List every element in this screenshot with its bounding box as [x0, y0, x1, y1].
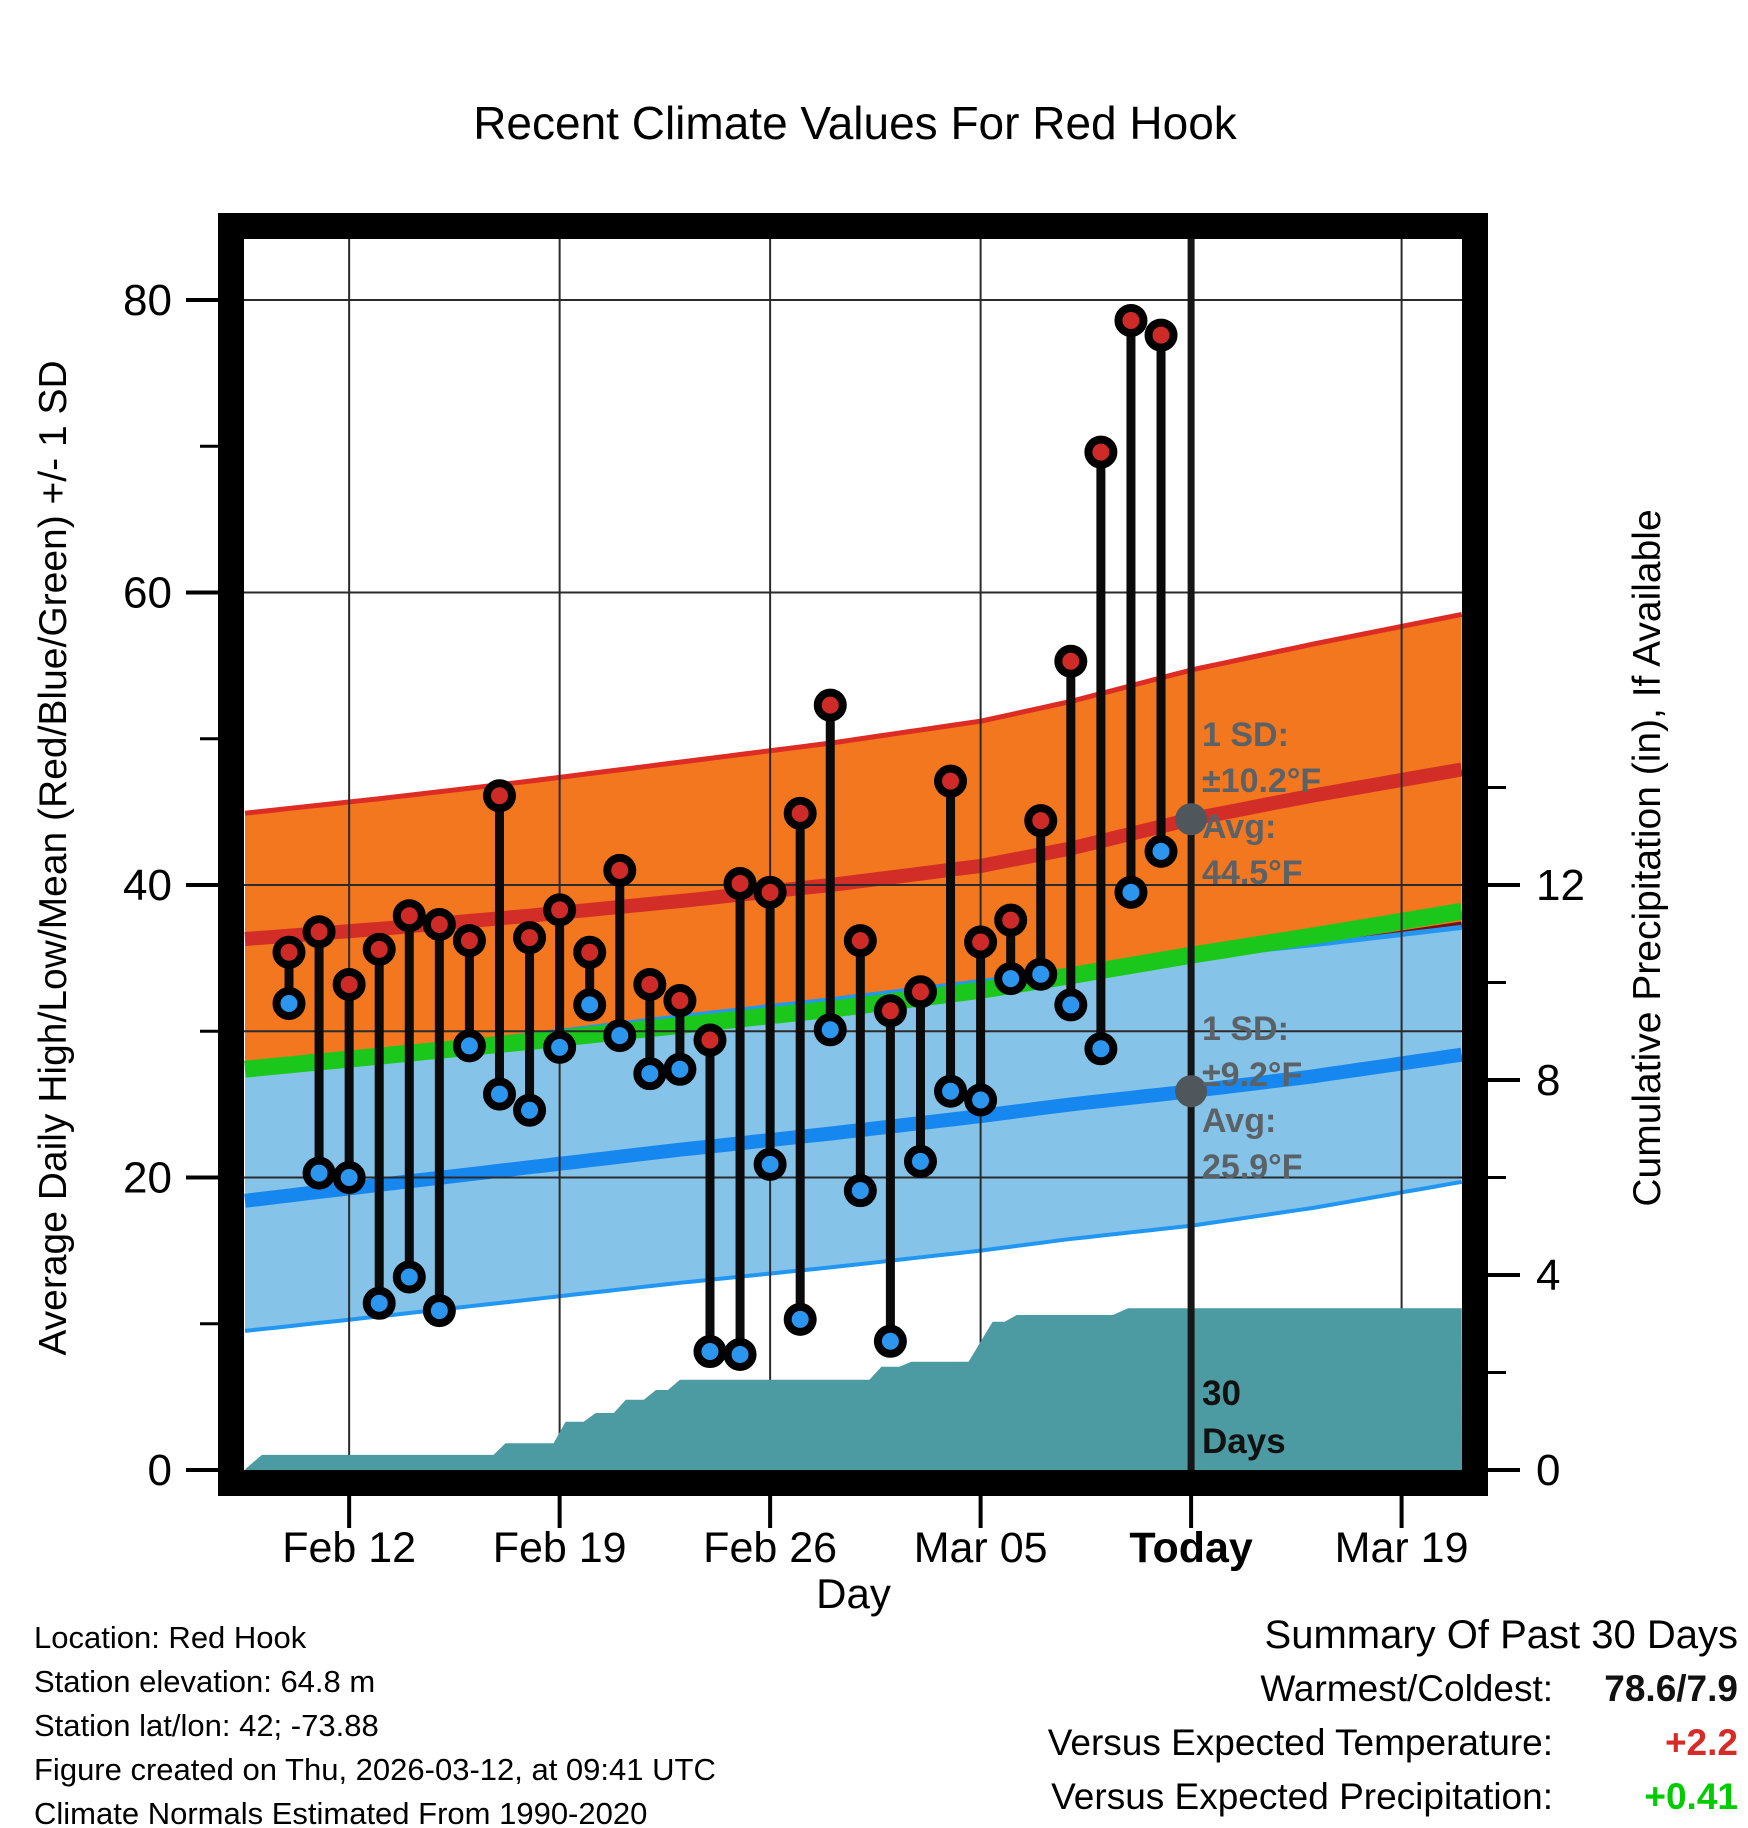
daily-low-dot	[457, 1033, 482, 1058]
summary-label: Warmest/Coldest:	[1260, 1668, 1553, 1709]
daily-low-dot	[397, 1264, 422, 1289]
x-tick-label-feb-19: Feb 19	[492, 1524, 627, 1572]
daily-high-dot	[457, 928, 482, 953]
daily-low-dot	[367, 1291, 392, 1316]
x-tick-label-mar-05: Mar 05	[913, 1524, 1048, 1572]
daily-low-dot	[517, 1098, 542, 1123]
high-sd-label: 1 SD:	[1202, 716, 1289, 754]
daily-high-dot	[788, 801, 813, 826]
daily-low-dot	[728, 1342, 753, 1367]
vs-expected-temperature-value: +2.2	[1664, 1722, 1738, 1763]
daily-high-dot	[697, 1028, 722, 1053]
daily-low-dot	[487, 1082, 512, 1107]
daily-high-dot	[1118, 308, 1143, 333]
daily-high-dot	[517, 925, 542, 950]
chart-title: Recent Climate Values For Red Hook	[473, 97, 1237, 149]
daily-high-dot	[337, 972, 362, 997]
daily-low-dot	[788, 1307, 813, 1332]
daily-high-dot	[277, 940, 302, 965]
daily-high-dot	[607, 858, 632, 883]
period-unit: Days	[1202, 1422, 1286, 1461]
station-latlon: Station lat/lon: 42; -73.88	[34, 1708, 379, 1743]
daily-high-dot	[998, 908, 1023, 933]
daily-low-dot	[427, 1298, 452, 1323]
period-annotation	[1202, 1370, 1286, 1466]
daily-high-dot	[938, 769, 963, 794]
right-tick-label-8: 8	[1536, 1056, 1561, 1105]
summary-row-vs-precipitation	[978, 1770, 1738, 1824]
daily-high-dot	[818, 693, 843, 718]
summary-label: Versus Expected Temperature:	[1047, 1722, 1553, 1763]
daily-low-dot	[697, 1339, 722, 1364]
x-tick-label-today: Today	[1129, 1524, 1253, 1572]
daily-high-dot	[1028, 808, 1053, 833]
daily-high-dot	[367, 937, 392, 962]
figure-created: Figure created on Thu, 2026-03-12, at 09:41 UTC	[34, 1752, 716, 1787]
summary-label: Versus Expected Precipitation:	[1051, 1776, 1553, 1817]
low-avg-label: Avg:	[1202, 1102, 1277, 1140]
daily-low-dot	[878, 1329, 903, 1354]
left-tick-label-80: 80	[123, 276, 172, 325]
x-tick-label-feb-26: Feb 26	[703, 1524, 838, 1572]
left-tick-label-20: 20	[123, 1153, 172, 1203]
daily-high-dot	[728, 871, 753, 896]
x-axis-label: Day	[816, 1570, 891, 1617]
left-tick-label-0: 0	[147, 1446, 172, 1495]
daily-low-dot	[1088, 1036, 1113, 1061]
high-band-annotation	[1202, 712, 1321, 896]
daily-high-dot	[547, 897, 572, 922]
high-avg-label: Avg:	[1202, 808, 1277, 846]
daily-high-dot	[307, 919, 332, 944]
daily-low-dot	[1028, 962, 1053, 987]
daily-high-dot	[637, 972, 662, 997]
daily-low-dot	[908, 1149, 933, 1174]
daily-low-dot	[667, 1057, 692, 1082]
low-avg-value: 25.9°F	[1202, 1148, 1303, 1186]
station-info-block	[34, 1616, 716, 1828]
summary-title: Summary Of Past 30 Days	[1264, 1613, 1738, 1657]
daily-high-dot	[487, 783, 512, 808]
daily-low-dot	[547, 1035, 572, 1060]
right-axis-label: Cumulative Precipitation (in), If Available	[1626, 509, 1669, 1207]
climate-normals-note: Climate Normals Estimated From 1990-2020	[34, 1796, 648, 1828]
period-value: 30	[1202, 1374, 1241, 1413]
summary-row-vs-temperature	[978, 1716, 1738, 1770]
daily-low-dot	[1118, 880, 1143, 905]
daily-low-dot	[1058, 992, 1083, 1017]
daily-high-dot	[667, 988, 692, 1013]
vs-expected-precipitation-value: +0.41	[1644, 1776, 1738, 1817]
station-location: Location: Red Hook	[34, 1620, 307, 1655]
left-axis-label: Average Daily High/Low/Mean (Red/Blue/Green) +/- 1 SD	[32, 360, 75, 1356]
daily-low-dot	[758, 1152, 783, 1177]
daily-low-dot	[818, 1017, 843, 1042]
low-sd-value: ±9.2°F	[1202, 1056, 1303, 1094]
daily-high-dot	[758, 880, 783, 905]
daily-low-dot	[607, 1023, 632, 1048]
daily-high-dot	[1058, 649, 1083, 674]
low-band-annotation	[1202, 1006, 1303, 1190]
right-tick-label-12: 12	[1536, 861, 1585, 910]
left-tick-label-60: 60	[123, 568, 172, 618]
daily-low-dot	[998, 966, 1023, 991]
daily-high-dot	[908, 979, 933, 1004]
low-sd-label: 1 SD:	[1202, 1010, 1289, 1048]
daily-low-dot	[968, 1087, 993, 1112]
high-avg-value: 44.5°F	[1202, 854, 1303, 892]
left-tick-label-40: 40	[123, 861, 172, 910]
daily-high-dot	[1088, 440, 1113, 465]
daily-low-dot	[577, 992, 602, 1017]
daily-high-dot	[427, 912, 452, 937]
right-tick-label-0: 0	[1536, 1446, 1561, 1495]
daily-low-dot	[307, 1161, 332, 1186]
daily-high-dot	[577, 940, 602, 965]
daily-low-dot	[938, 1079, 963, 1104]
daily-high-dot	[848, 928, 873, 953]
high-sd-value: ±10.2°F	[1202, 762, 1322, 800]
daily-low-dot	[637, 1061, 662, 1086]
daily-high-dot	[1149, 323, 1174, 348]
summary-row-warmest-coldest	[978, 1662, 1738, 1716]
daily-high-dot	[968, 930, 993, 955]
summary-block	[978, 1608, 1738, 1824]
right-tick-label-4: 4	[1536, 1251, 1561, 1300]
daily-low-dot	[277, 991, 302, 1016]
daily-high-dot	[397, 903, 422, 928]
x-tick-label-feb-12: Feb 12	[282, 1524, 417, 1572]
daily-low-dot	[337, 1165, 362, 1190]
station-elevation: Station elevation: 64.8 m	[34, 1664, 376, 1699]
warmest-coldest-value: 78.6/7.9	[1604, 1668, 1738, 1709]
daily-high-dot	[878, 998, 903, 1023]
daily-low-dot	[848, 1178, 873, 1203]
x-tick-label-mar-19: Mar 19	[1334, 1524, 1469, 1572]
daily-low-dot	[1149, 839, 1174, 864]
